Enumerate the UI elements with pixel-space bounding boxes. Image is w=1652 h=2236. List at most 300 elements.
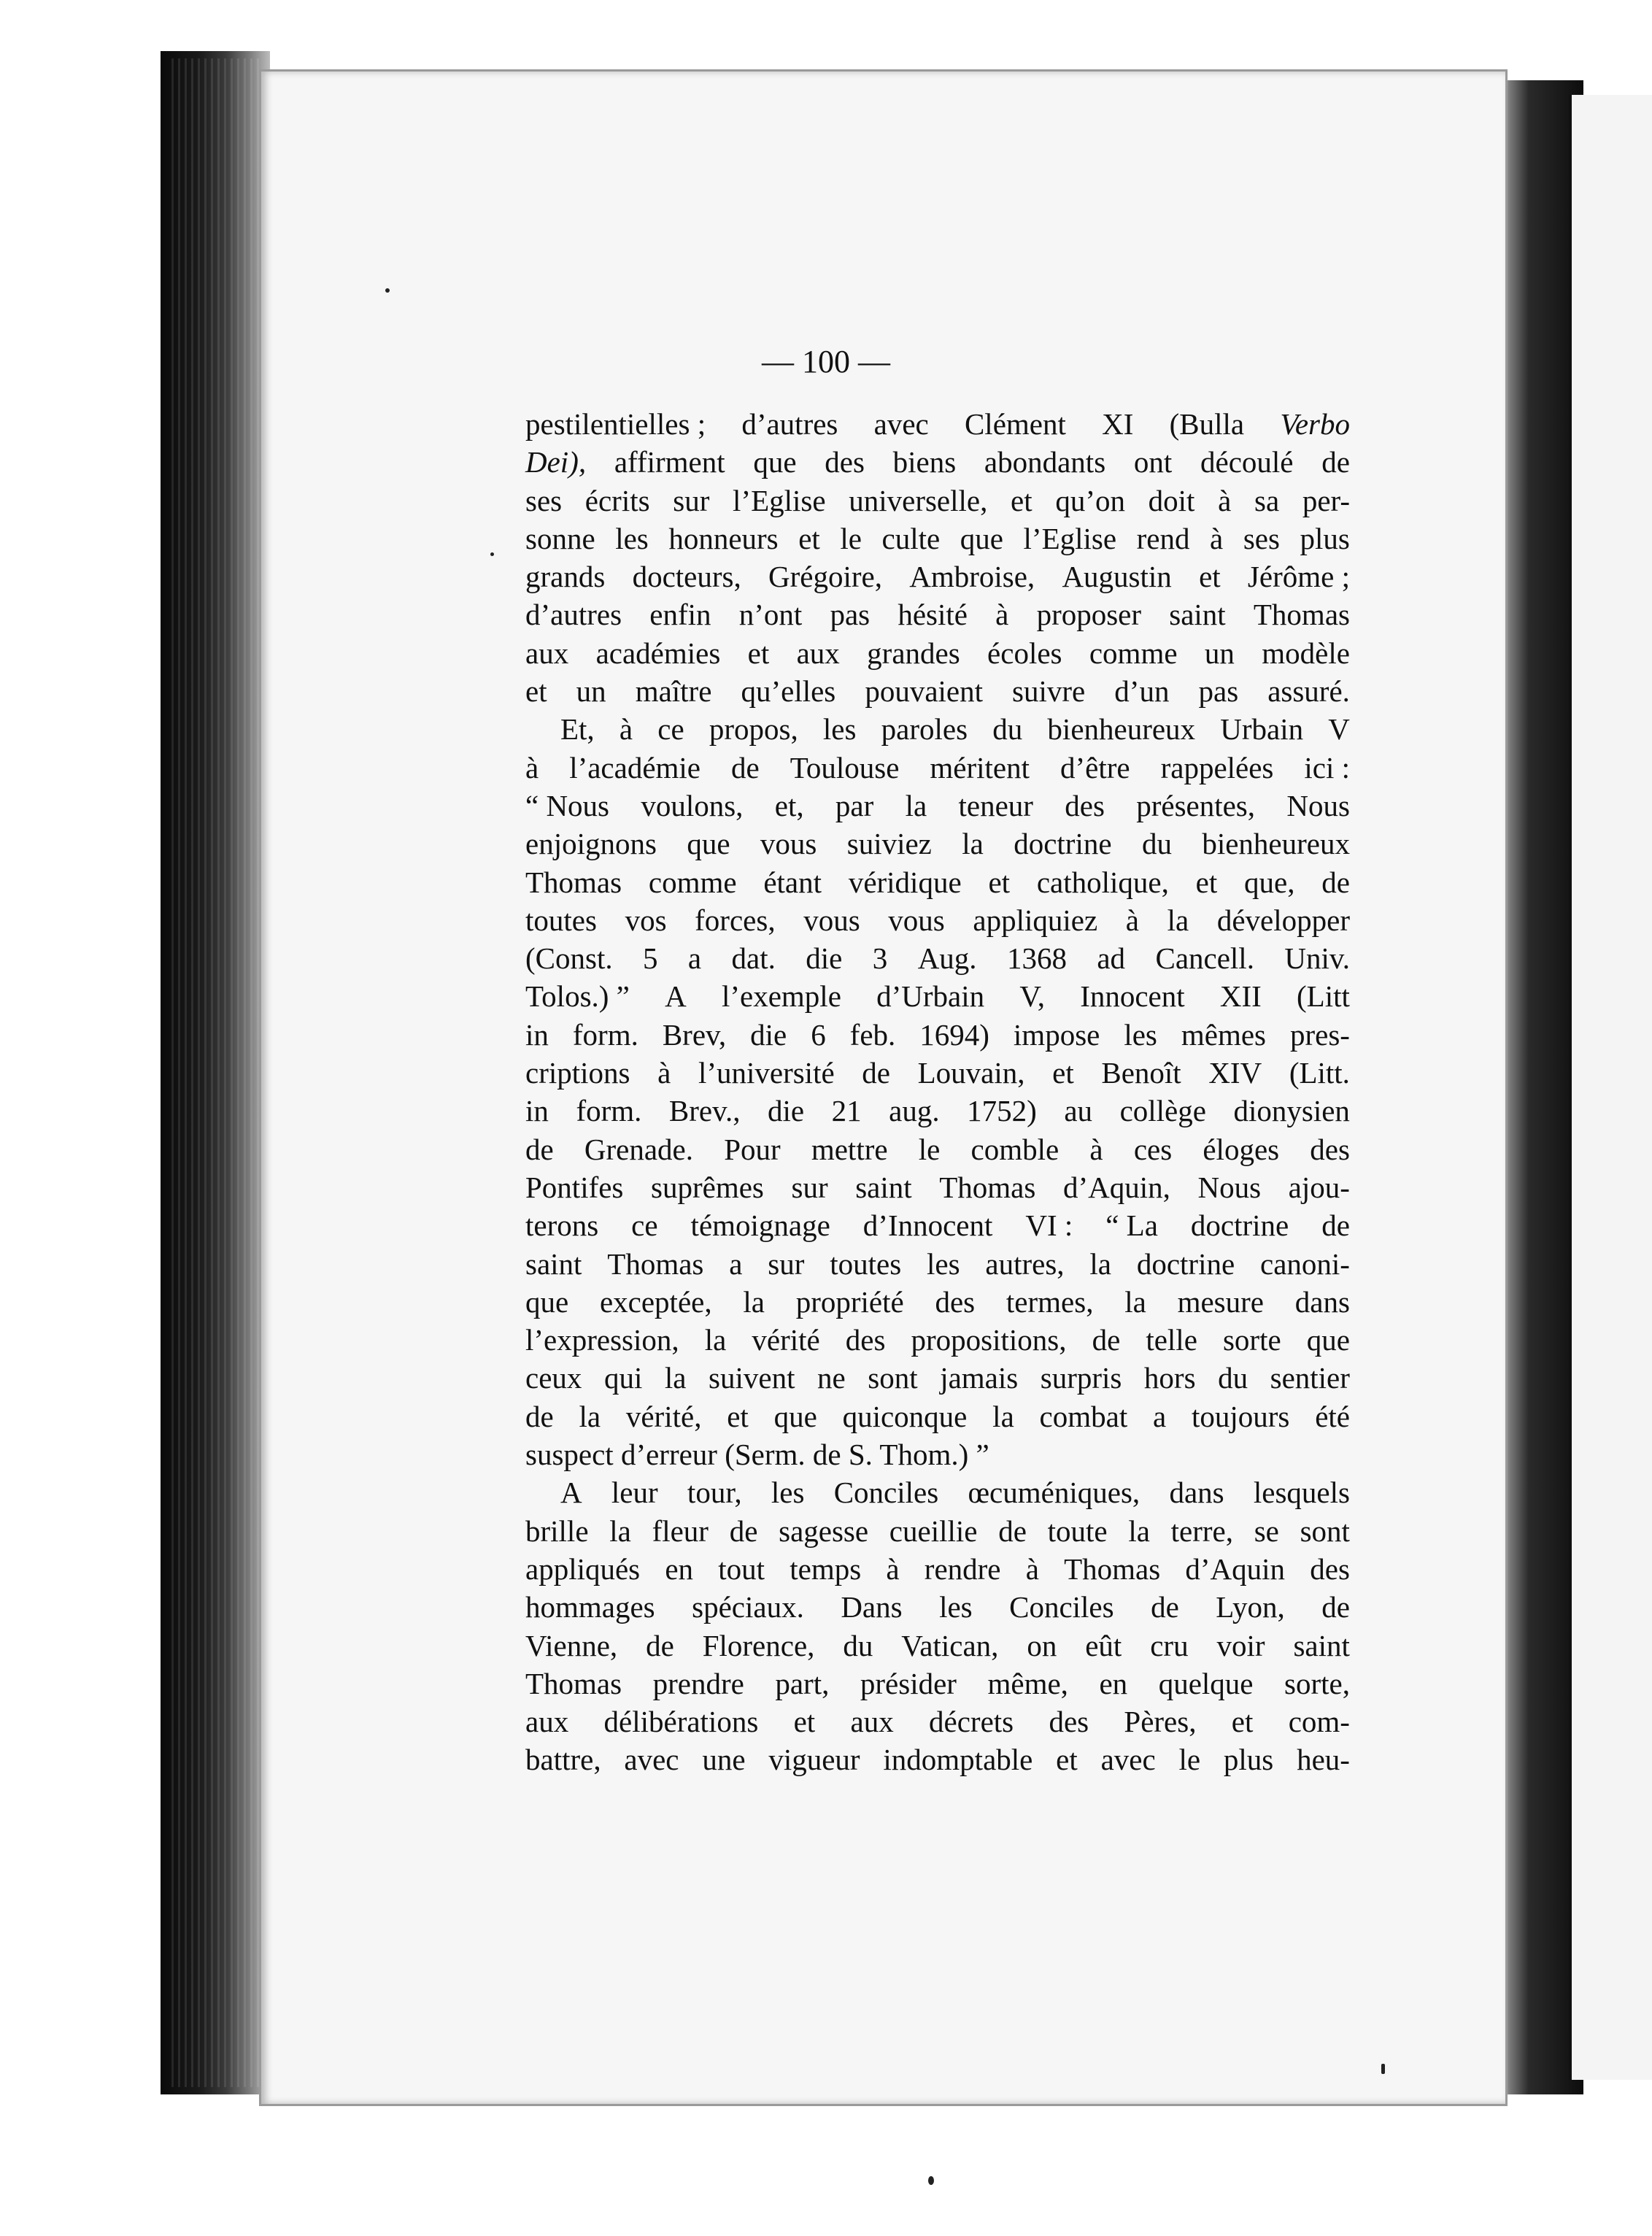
word: V,	[1019, 979, 1045, 1014]
word: ces	[1133, 1132, 1173, 1166]
word: saint	[1293, 1628, 1350, 1662]
word: Brev,	[662, 1017, 727, 1052]
word: Pour	[724, 1132, 781, 1166]
word: ceux	[525, 1361, 582, 1395]
word: terons	[525, 1208, 599, 1243]
word: d’autres	[741, 407, 838, 441]
word: présider	[860, 1666, 957, 1700]
word: d’être	[1060, 750, 1130, 784]
word: comble	[970, 1132, 1059, 1166]
word: ont	[1133, 445, 1173, 479]
word: toutes	[525, 903, 597, 937]
word: aux	[525, 636, 569, 670]
word: suiviez	[846, 827, 932, 861]
text-line	[525, 1321, 1350, 1359]
word: de	[731, 750, 760, 784]
word: la	[962, 827, 984, 861]
word: l’Eglise	[1023, 521, 1117, 555]
word: mettre	[811, 1132, 888, 1166]
word: 1368	[1006, 941, 1067, 976]
word: sa	[1254, 483, 1280, 517]
text-line	[525, 1435, 1350, 1473]
word: A	[665, 979, 687, 1014]
word: proposer	[1036, 598, 1142, 632]
word: forces,	[695, 903, 776, 937]
text-line	[525, 1245, 1350, 1283]
text-line	[525, 1627, 1350, 1665]
word: la	[579, 1399, 601, 1433]
word: de	[525, 1399, 554, 1433]
word: suprêmes	[651, 1170, 764, 1204]
word: pouvaient	[865, 674, 983, 709]
word: comme	[648, 865, 737, 899]
word: et	[1199, 560, 1221, 594]
word: à	[657, 1056, 671, 1090]
word: voulons,	[641, 788, 744, 822]
word: honneurs	[668, 521, 779, 555]
page-number: — 100 —	[762, 344, 890, 379]
word: dans	[1294, 1284, 1350, 1319]
word: Dans	[841, 1590, 903, 1624]
word: que	[753, 445, 797, 479]
word: à	[886, 1551, 900, 1586]
word: propos,	[709, 712, 798, 747]
text-line	[525, 1054, 1350, 1092]
word: collège	[1119, 1094, 1206, 1128]
word: les	[939, 1590, 973, 1624]
word: et	[988, 865, 1011, 899]
word: brille	[525, 1514, 589, 1548]
word: dat.	[731, 941, 776, 976]
scan-speck	[1381, 2064, 1385, 2074]
word: Clément	[964, 407, 1066, 441]
word: sont	[868, 1361, 918, 1395]
word: académies	[595, 636, 721, 670]
text-line	[525, 520, 1350, 558]
word: Vienne,	[525, 1628, 618, 1662]
word: des	[935, 1284, 976, 1319]
word: Verbo	[1280, 407, 1350, 441]
word: d’Aquin	[1185, 1551, 1286, 1586]
word: propositions,	[911, 1323, 1067, 1357]
word: aux	[850, 1705, 894, 1739]
word: plus	[1223, 1743, 1274, 1777]
word: et	[525, 674, 547, 709]
word: vous	[803, 903, 860, 937]
word: mêmes	[1181, 1017, 1266, 1052]
word: mesure	[1177, 1284, 1264, 1319]
word: même,	[987, 1666, 1068, 1700]
word: abondants	[984, 445, 1106, 479]
word: le	[918, 1132, 941, 1166]
word: Thomas	[1253, 598, 1350, 632]
word: l’exemple	[721, 979, 841, 1014]
word: et	[1052, 1056, 1074, 1090]
word: on	[1027, 1628, 1057, 1662]
word: Thomas	[525, 1666, 622, 1700]
word: véridique	[848, 865, 962, 899]
word: rappelées	[1160, 750, 1274, 784]
word: et	[1011, 483, 1032, 517]
word: par	[835, 788, 874, 822]
word: quelque	[1158, 1666, 1254, 1700]
word: et	[1056, 1743, 1078, 1777]
word: écrits	[584, 483, 650, 517]
word: à	[1218, 483, 1232, 517]
word: jamais	[940, 1361, 1019, 1395]
word: Toulouse	[790, 750, 900, 784]
word: à	[995, 598, 1009, 632]
word: le	[1178, 1743, 1201, 1777]
word: impose	[1013, 1017, 1100, 1052]
word: à	[1125, 903, 1139, 937]
word: doit	[1148, 483, 1195, 517]
word: délibérations	[603, 1705, 759, 1739]
word: Lyon,	[1216, 1590, 1285, 1624]
word: Thomas	[525, 865, 622, 899]
word: de	[1321, 1590, 1350, 1624]
word: heu-	[1297, 1743, 1350, 1777]
word: doctrine	[1014, 827, 1112, 861]
word: de	[1321, 1208, 1350, 1243]
word: découlé	[1200, 445, 1294, 479]
word: Thomas	[1064, 1551, 1161, 1586]
word: maître	[635, 674, 712, 709]
word: enjoignons	[525, 827, 657, 861]
word: ici :	[1304, 750, 1350, 784]
word: form.	[572, 1017, 638, 1052]
word: affirment	[614, 445, 725, 479]
word: à	[619, 712, 633, 747]
word: die	[806, 941, 843, 976]
word: d’Aquin,	[1062, 1170, 1170, 1204]
word: Innocent	[1080, 979, 1185, 1014]
word: quiconque	[842, 1399, 968, 1433]
word: XIV	[1208, 1056, 1262, 1090]
word: œcuméniques,	[968, 1476, 1140, 1510]
word: form.	[576, 1094, 642, 1128]
word: cru	[1150, 1628, 1189, 1662]
word: ajou-	[1288, 1170, 1350, 1204]
word: d’autres	[525, 598, 622, 632]
word: bienheureux	[1047, 712, 1196, 747]
text-line	[525, 710, 1350, 748]
word: ce	[631, 1208, 658, 1243]
word: tour,	[687, 1476, 742, 1510]
word: de	[862, 1056, 890, 1090]
word: et	[727, 1399, 749, 1433]
word: du	[1141, 827, 1172, 861]
word: ne	[817, 1361, 846, 1395]
word: suspect d’erreur (Serm. de S. Thom.) ”	[525, 1438, 989, 1472]
word: in	[525, 1017, 549, 1052]
word: à	[1089, 1132, 1103, 1166]
word: qu’on	[1055, 483, 1125, 517]
word: la	[664, 1361, 687, 1395]
word: eût	[1085, 1628, 1122, 1662]
word: du	[843, 1628, 873, 1662]
word: Thomas	[607, 1246, 704, 1281]
word: criptions	[525, 1056, 630, 1090]
word: de	[998, 1514, 1027, 1548]
word: vérité,	[625, 1399, 702, 1433]
word: présentes,	[1136, 788, 1256, 822]
text-line	[525, 939, 1350, 977]
word: des	[1310, 1132, 1350, 1166]
word: de	[1321, 445, 1350, 479]
word: l’académie	[569, 750, 701, 784]
word: Thomas	[939, 1170, 1036, 1204]
word: développer	[1216, 903, 1350, 937]
text-line	[525, 1740, 1350, 1778]
word: plus	[1300, 521, 1350, 555]
word: l’Eglise	[733, 483, 826, 517]
text-line	[525, 1550, 1350, 1588]
word: cueillie	[889, 1514, 978, 1548]
word: les	[771, 1476, 805, 1510]
word: sentier	[1270, 1361, 1350, 1395]
word: vos	[625, 903, 667, 937]
word: appliqués	[525, 1551, 641, 1586]
word: vous	[760, 827, 817, 861]
word: l’université	[698, 1056, 835, 1090]
word: dans	[1169, 1476, 1224, 1510]
word: assuré.	[1267, 674, 1350, 709]
word: Grenade.	[584, 1132, 693, 1166]
word: “ Nous	[525, 788, 610, 822]
scan-speck	[490, 552, 494, 556]
word: se	[1254, 1514, 1279, 1548]
word: Conciles	[1009, 1590, 1114, 1624]
word: hors	[1143, 1361, 1196, 1395]
text-line	[525, 1359, 1350, 1397]
word: hésité	[898, 598, 968, 632]
word: docteurs,	[632, 560, 741, 594]
word: ad	[1097, 941, 1126, 976]
word: Ambroise,	[909, 560, 1035, 594]
word: d’Urbain	[876, 979, 985, 1014]
text-line	[525, 901, 1350, 939]
word: avec	[624, 1743, 679, 1777]
word: Pontifes	[525, 1170, 624, 1204]
word: sur	[791, 1170, 828, 1204]
word: saint	[855, 1170, 912, 1204]
word: avec	[873, 407, 929, 441]
word: pas	[1198, 674, 1239, 709]
word: a	[1153, 1399, 1167, 1433]
word: ses	[1243, 521, 1280, 555]
word: suivent	[709, 1361, 795, 1395]
word: 6	[811, 1017, 826, 1052]
word: l’expression,	[525, 1323, 679, 1357]
word: grands	[525, 560, 606, 594]
word: Cancell.	[1155, 941, 1254, 976]
word: telle	[1146, 1323, 1197, 1357]
word: voir	[1216, 1628, 1265, 1662]
word: V	[1328, 712, 1350, 747]
text-line	[525, 672, 1350, 710]
word: Grégoire,	[768, 560, 882, 594]
text-line	[525, 482, 1350, 520]
word: la	[1167, 903, 1189, 937]
word: canoni-	[1260, 1246, 1350, 1281]
word: pas	[830, 598, 871, 632]
word: die	[768, 1094, 805, 1128]
word: que	[773, 1399, 817, 1433]
word: vous	[888, 903, 945, 937]
word: les	[1124, 1017, 1157, 1052]
word: toujours	[1192, 1399, 1290, 1433]
word: exceptée,	[599, 1284, 712, 1319]
facing-page-edge	[1569, 95, 1652, 2080]
word: n’ont	[738, 598, 803, 632]
word: été	[1315, 1399, 1350, 1433]
word: des	[825, 445, 865, 479]
word: per-	[1302, 483, 1350, 517]
word: la	[1089, 1246, 1111, 1281]
word: que,	[1244, 865, 1295, 899]
word: biens	[892, 445, 957, 479]
word: propriété	[795, 1284, 904, 1319]
word: doctrine	[1190, 1208, 1289, 1243]
word: la	[1124, 1284, 1146, 1319]
word: des	[1065, 788, 1105, 822]
text-line	[525, 749, 1350, 787]
text-line	[525, 1473, 1350, 1511]
word: Tolos.) ”	[525, 979, 630, 1014]
text-line	[525, 405, 1350, 443]
word: appliquiez	[973, 903, 1098, 937]
word: lesquels	[1253, 1476, 1350, 1510]
word: avec	[1100, 1743, 1156, 1777]
word: la	[1128, 1514, 1150, 1548]
text-line	[525, 1703, 1350, 1740]
word: tout	[718, 1551, 765, 1586]
word: de	[525, 1132, 554, 1166]
word: que	[525, 1284, 569, 1319]
word: les	[822, 712, 857, 747]
word: prendre	[652, 1666, 744, 1700]
word: qu’elles	[741, 674, 836, 709]
word: en	[665, 1551, 694, 1586]
word: et	[798, 521, 820, 555]
scan-speck	[928, 2176, 934, 2185]
word: teneur	[958, 788, 1033, 822]
word: à	[1210, 521, 1224, 555]
scan-speck	[385, 288, 390, 293]
word: la	[992, 1399, 1014, 1433]
word: saint	[1169, 598, 1226, 632]
word: sorte,	[1284, 1666, 1350, 1700]
word: que	[1306, 1323, 1350, 1357]
word: Vatican,	[901, 1628, 999, 1662]
word: le	[840, 521, 862, 555]
word: que	[687, 827, 730, 861]
text-line	[525, 1016, 1350, 1054]
word: Et,	[560, 712, 595, 747]
word: et	[747, 636, 770, 670]
word: de	[1092, 1323, 1121, 1357]
word: Dei),	[525, 445, 587, 479]
word: com-	[1288, 1705, 1350, 1739]
word: Nous	[1197, 1170, 1262, 1204]
word: rend	[1136, 521, 1190, 555]
word: terre,	[1170, 1514, 1233, 1548]
word: suivre	[1012, 674, 1086, 709]
word: Conciles	[833, 1476, 939, 1510]
text-line	[525, 443, 1350, 481]
word: pestilentielles ;	[525, 407, 706, 441]
word: sur	[768, 1246, 805, 1281]
text-line	[525, 1283, 1350, 1321]
word: toute	[1047, 1514, 1108, 1548]
word: universelle,	[849, 483, 988, 517]
word: pres-	[1289, 1017, 1350, 1052]
word: une	[702, 1743, 746, 1777]
text-line	[525, 977, 1350, 1015]
word: à	[525, 750, 539, 784]
text-line	[525, 863, 1350, 901]
word: rendre	[924, 1551, 1001, 1586]
word: et	[1195, 865, 1218, 899]
word: 3	[872, 941, 888, 976]
word: termes,	[1006, 1284, 1094, 1319]
word: (Litt.	[1289, 1056, 1350, 1090]
word: d’un	[1114, 674, 1170, 709]
word: vérité	[752, 1323, 820, 1357]
text-line	[525, 1665, 1350, 1703]
word: (Litt	[1297, 979, 1350, 1014]
word: Augustin	[1062, 560, 1172, 594]
word: Pères,	[1124, 1705, 1197, 1739]
word: a	[687, 941, 702, 976]
word: fleur	[652, 1514, 709, 1548]
word: 21	[831, 1094, 862, 1128]
word: bienheureux	[1202, 827, 1350, 861]
word: Aug.	[917, 941, 977, 976]
word: die	[750, 1017, 787, 1052]
word: temps	[790, 1551, 862, 1586]
word: décrets	[929, 1705, 1014, 1739]
word: comme	[1089, 636, 1178, 670]
word: sonne	[525, 521, 595, 555]
word: (Const.	[525, 941, 613, 976]
word: étant	[763, 865, 822, 899]
word: “ La	[1105, 1208, 1158, 1243]
text-line	[525, 1588, 1350, 1626]
word: culte	[881, 521, 941, 555]
word: de	[646, 1628, 674, 1662]
word: la	[905, 788, 927, 822]
word: feb.	[849, 1017, 896, 1052]
text-line	[525, 558, 1350, 595]
word: toutes	[830, 1246, 902, 1281]
word: vigueur	[768, 1743, 860, 1777]
word: saint	[525, 1246, 582, 1281]
word: à	[1025, 1551, 1039, 1586]
word: Benoît	[1101, 1056, 1181, 1090]
word: et	[793, 1705, 816, 1739]
word: XI	[1102, 407, 1134, 441]
word: combat	[1039, 1399, 1128, 1433]
word: la	[609, 1514, 631, 1548]
word: doctrine	[1136, 1246, 1235, 1281]
word: spéciaux.	[692, 1590, 804, 1624]
word: la	[743, 1284, 765, 1319]
word: dionysien	[1233, 1094, 1350, 1128]
word: indomptable	[883, 1743, 1033, 1777]
text-line	[525, 1206, 1350, 1244]
